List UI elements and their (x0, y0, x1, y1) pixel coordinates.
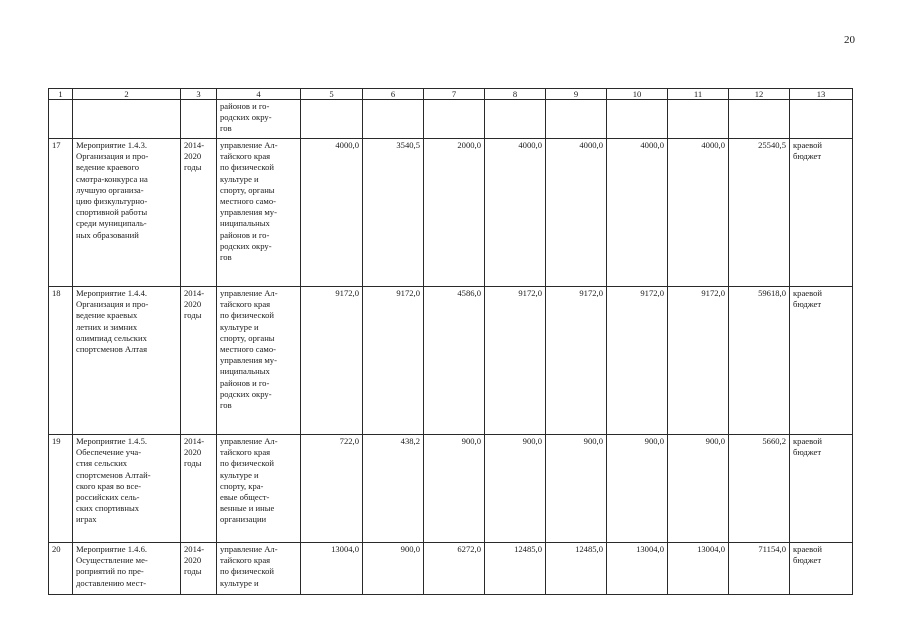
value-2016: 2000,0 (424, 139, 485, 287)
header-cell: 7 (424, 89, 485, 100)
header-cell: 10 (607, 89, 668, 100)
value-2015: 438,2 (363, 435, 424, 543)
funding-source: краевой бюджет (790, 139, 853, 287)
value-2018: 900,0 (546, 435, 607, 543)
header-cell: 2 (73, 89, 181, 100)
measure-name: Мероприятие 1.4.5. Обеспечение уча- стия сельских спортсменов Алтай- ского края во все- российских сель- ских спортивных играх (73, 435, 181, 543)
header-cell: 8 (485, 89, 546, 100)
value-total: 5660,2 (729, 435, 790, 543)
period-cell: 2014- 2020 годы (181, 139, 217, 287)
value-2015: 9172,0 (363, 287, 424, 435)
value-2016: 6272,0 (424, 543, 485, 595)
period-cell: 2014- 2020 годы (181, 435, 217, 543)
value-2019: 9172,0 (607, 287, 668, 435)
executor-cell: управление Ал- тайского края по физической культуре и (217, 543, 301, 595)
executor-cell: районов и го- родских окру- гов (217, 100, 301, 139)
period-cell: 2014- 2020 годы (181, 287, 217, 435)
row-number: 20 (49, 543, 73, 595)
header-cell: 9 (546, 89, 607, 100)
program-table (48, 88, 853, 595)
value-2017: 900,0 (485, 435, 546, 543)
value-2020: 13004,0 (668, 543, 729, 595)
funding-source: краевой бюджет (790, 435, 853, 543)
value-2017: 12485,0 (485, 543, 546, 595)
executor-cell: управление Ал- тайского края по физической культуре и спорту, органы местного само- управления му- ниципальных районов и го- родских окру- гов (217, 139, 301, 287)
table-row (49, 287, 853, 435)
row-number: 17 (49, 139, 73, 287)
value-2016: 900,0 (424, 435, 485, 543)
continuation-row (49, 100, 853, 139)
value-2020: 900,0 (668, 435, 729, 543)
value-2014: 13004,0 (301, 543, 363, 595)
value-total: 71154,0 (729, 543, 790, 595)
header-cell: 4 (217, 89, 301, 100)
value-2015: 3540,5 (363, 139, 424, 287)
measure-name: Мероприятие 1.4.6. Осуществление ме- роприятий по пре- доставлению мест- (73, 543, 181, 595)
executor-cell: управление Ал- тайского края по физической культуре и спорту, органы местного само- управления му- ниципальных районов и го- родских окру- гов (217, 287, 301, 435)
row-number: 18 (49, 287, 73, 435)
header-cell: 13 (790, 89, 853, 100)
value-2015: 900,0 (363, 543, 424, 595)
header-cell: 3 (181, 89, 217, 100)
table-row (49, 543, 853, 595)
funding-source: краевой бюджет (790, 543, 853, 595)
executor-cell: управление Ал- тайского края по физической культуре и спорту, кра- евые общест- венные и иные организации (217, 435, 301, 543)
header-cell: 11 (668, 89, 729, 100)
value-2016: 4586,0 (424, 287, 485, 435)
value-2014: 4000,0 (301, 139, 363, 287)
value-2020: 4000,0 (668, 139, 729, 287)
header-cell: 5 (301, 89, 363, 100)
value-2018: 4000,0 (546, 139, 607, 287)
value-2014: 722,0 (301, 435, 363, 543)
value-2019: 4000,0 (607, 139, 668, 287)
table-row (49, 435, 853, 543)
value-2018: 12485,0 (546, 543, 607, 595)
page-number: 20 (844, 34, 855, 46)
header-cell: 6 (363, 89, 424, 100)
header-cell: 12 (729, 89, 790, 100)
header-row (49, 89, 853, 100)
value-2017: 4000,0 (485, 139, 546, 287)
value-2019: 13004,0 (607, 543, 668, 595)
measure-name: Мероприятие 1.4.3. Организация и про- ведение краевого смотра-конкурса на лучшую организа- цию физкультурно- спортивной работы среди муниципаль- ных образований (73, 139, 181, 287)
measure-name: Мероприятие 1.4.4. Организация и про- ведение краевых летних и зимних олимпиад сельских спортсменов Алтая (73, 287, 181, 435)
funding-source: краевой бюджет (790, 287, 853, 435)
value-2020: 9172,0 (668, 287, 729, 435)
value-total: 59618,0 (729, 287, 790, 435)
value-2018: 9172,0 (546, 287, 607, 435)
value-2019: 900,0 (607, 435, 668, 543)
value-2014: 9172,0 (301, 287, 363, 435)
table-row (49, 139, 853, 287)
value-2017: 9172,0 (485, 287, 546, 435)
header-cell: 1 (49, 89, 73, 100)
value-total: 25540,5 (729, 139, 790, 287)
row-number: 19 (49, 435, 73, 543)
period-cell: 2014- 2020 годы (181, 543, 217, 595)
